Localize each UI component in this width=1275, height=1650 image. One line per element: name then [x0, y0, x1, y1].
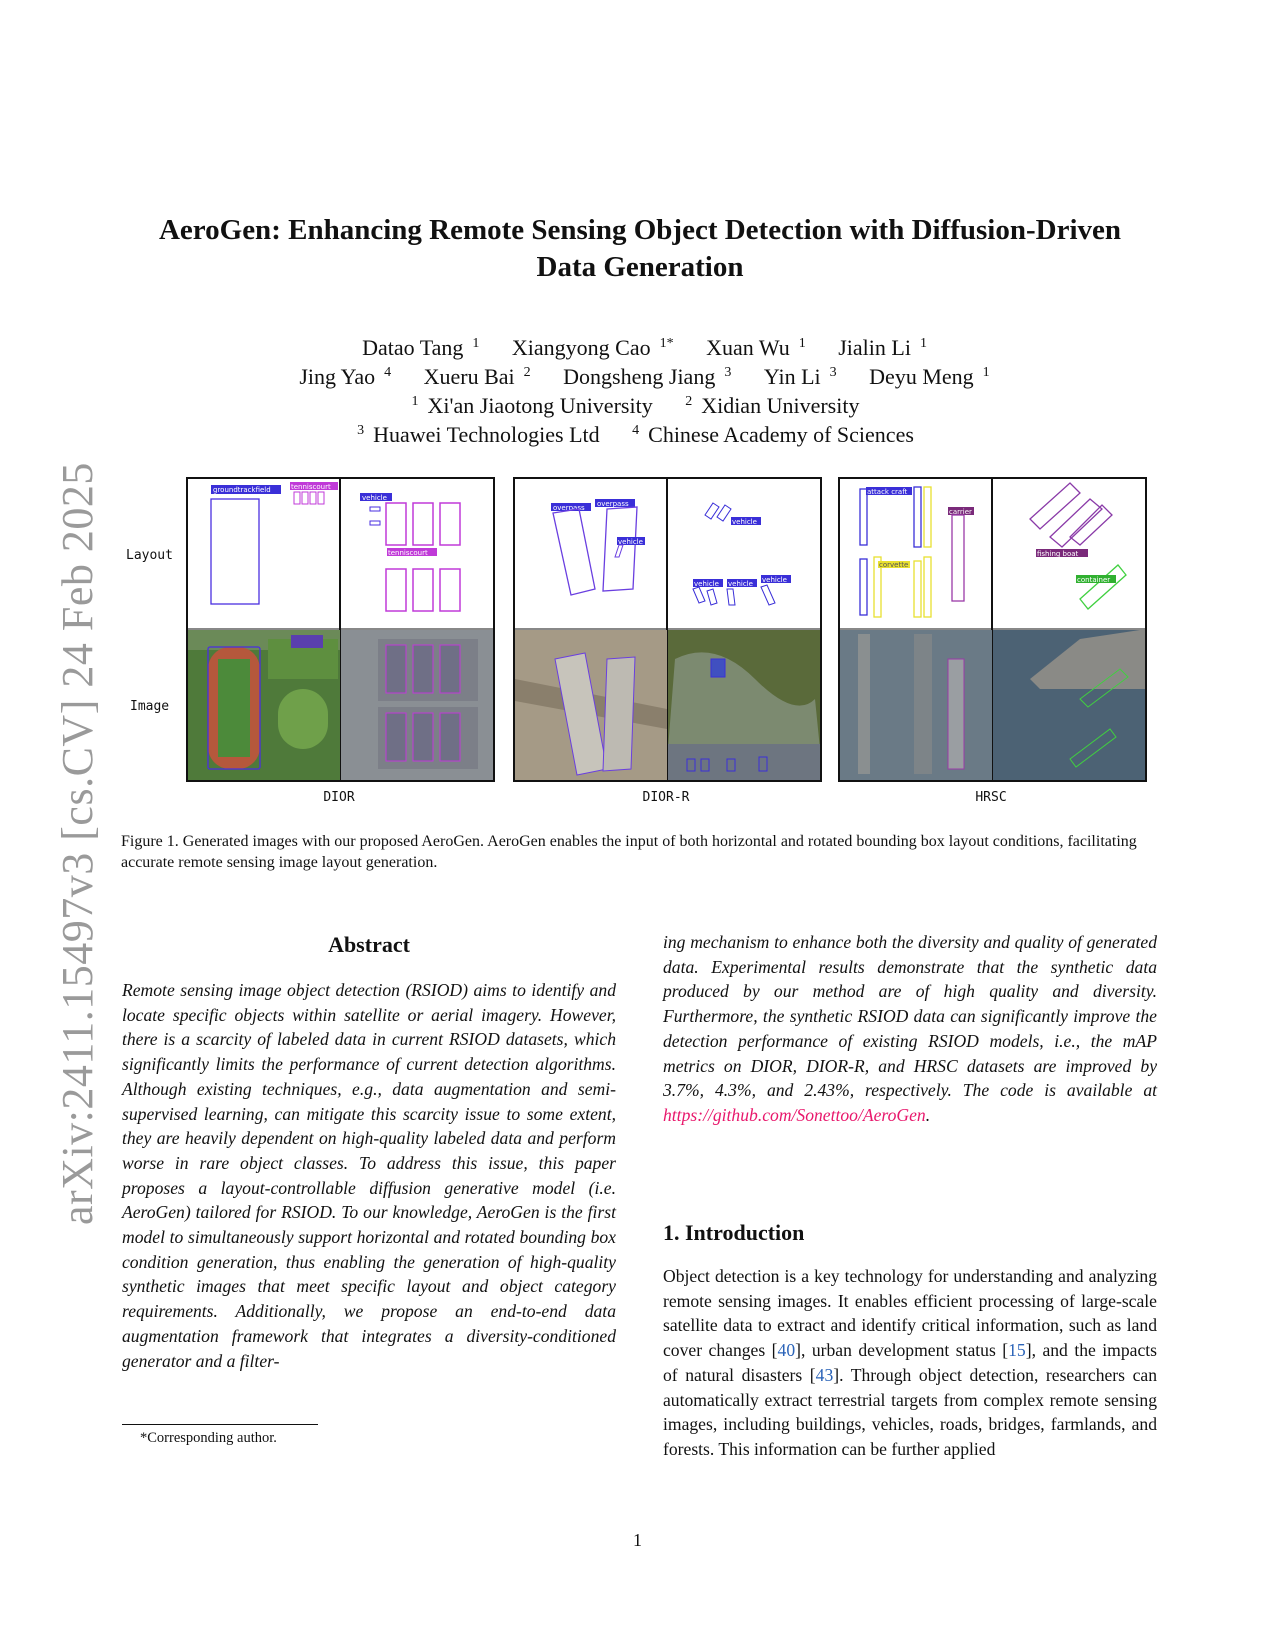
dior-r-panel-graphic [515, 479, 820, 780]
abstract-heading: Abstract [328, 932, 410, 957]
figure-caption: Figure 1. Generated images with our proposed AeroGen. AeroGen enables the input of both horizontal and rotated bounding box layout conditions, facilitating accurate remote sensing image layout generation. [121, 833, 1137, 871]
author-line-2 [120, 362, 1160, 391]
affiliation: $^1$ Xi'an Jiaotong University [411, 393, 653, 418]
box-label: vehicle [694, 580, 719, 588]
box-label: vehicle [732, 518, 757, 526]
dataset-label-dior: DIOR [323, 790, 355, 805]
author-block [120, 333, 1160, 449]
dior-panel-graphic [188, 479, 493, 780]
hrsc-panel-graphic [840, 479, 1145, 780]
paper-title [120, 212, 1160, 286]
row-label-layout: Layout [126, 548, 173, 563]
figure-panel-dior-r [513, 477, 822, 782]
box-label: overpass [597, 500, 629, 508]
figure-panel-hrsc [838, 477, 1147, 782]
author: Yin Li $^3$ [763, 364, 837, 389]
affiliation: $^4$ Chinese Academy of Sciences [632, 422, 914, 447]
box-label: attack craft [867, 488, 908, 496]
intro-heading: 1. Introduction [663, 1220, 805, 1245]
figure-panel-dior [186, 477, 495, 782]
citation-link[interactable]: 15 [1008, 1340, 1026, 1361]
citation-link[interactable]: 40 [777, 1340, 796, 1361]
box-label: container [1077, 576, 1111, 584]
author: Xuan Wu $^1$ [706, 335, 806, 360]
footnote-divider [122, 1424, 318, 1425]
affiliation: $^2$ Xidian University [685, 393, 860, 418]
dataset-label-dior-r: DIOR-R [642, 790, 690, 805]
box-label: tenniscourt [388, 549, 428, 557]
abstract-text-left: Remote sensing image object detection (RSIOD) aims to identify and locate specific objects within satellite or aerial imagery. However, there is a scarcity of labeled data in current RSIOD datasets, which significantly limits the performance of current detection algorithms. Although existing techniques, e.g., data augmentation and semi-supervised learning, can mitigate this scarcity issue to some extent, they are heavily dependent on high-quality labeled data and perform worse in rare object classes. To address this issue, this paper proposes a layout-controllable diffusion generative model (i.e. AeroGen) tailored for RSIOD. To our knowledge, AeroGen is the first model to simultaneously support horizontal and rotated bounding box condition generation, thus enabling the generation of high-quality synthetic images that meet specific layout and object category requirements. Additionally, we propose an end-to-end data augmentation framework that integrates a diversity-conditioned generator and a filter- [122, 980, 616, 1371]
code-link[interactable]: https://github.com/Sonettoo/AeroGen [663, 1104, 926, 1125]
author-line-1 [120, 333, 1160, 362]
box-label: vehicle [728, 580, 753, 588]
title-line-2: Data Generation [536, 251, 744, 283]
box-label: corvette [879, 561, 909, 569]
author: Xueru Bai $^2$ [423, 364, 531, 389]
abstract-text-right: ing mechanism to enhance both the diversity and quality of generated data. Experimental results demonstrate that the synthetic data produced by our method are of high quality and diversity. Furthermore, the synthetic RSIOD data can significantly improve the detection performance of existing RSIOD models, i.e., the mAP metrics on DIOR, DIOR-R, and HRSC datasets are improved by 3.7%, 4.3%, and 2.43%, respectively. The code is available at https://github.com/Sonettoo/AeroGen. [663, 932, 1157, 1125]
box-label: carrier [949, 508, 972, 516]
box-label: vehicle [762, 576, 787, 584]
box-label: vehicle [618, 538, 643, 546]
row-label-image: Image [130, 699, 170, 714]
page-number: 1 [633, 1530, 642, 1550]
title-line-1: AeroGen: Enhancing Remote Sensing Object Detection with Diffusion-Driven [158, 214, 1122, 246]
affiliation: $^3$ Huawei Technologies Ltd [357, 422, 600, 447]
box-label: fishing boat [1037, 550, 1079, 558]
intro-text: Object detection is a key technology for understanding and analyzing remote sensing images. It enables efficient processing of large-scale satellite data to extract and identify critical information, such as land cover changes [40], urban development status [15], and the impacts of natural disasters [43]. Through object detection, researchers can automatically extract terrestrial targets from complex remote sensing images, including buildings, vehicles, roads, bridges, farmlands, and forests. This information can be further applied [663, 1266, 1157, 1459]
dataset-label-hrsc: HRSC [975, 790, 1007, 805]
box-label: vehicle [362, 494, 387, 502]
author: Xiangyong Cao $^{1*}$ [511, 335, 674, 360]
author: Jing Yao $^4$ [299, 364, 392, 389]
box-label: tenniscourt [291, 483, 331, 491]
affiliation-line-2 [120, 420, 1160, 449]
arxiv-identifier: arXiv:2411.15497v3 [cs.CV] 24 Feb 2025 [53, 462, 102, 1225]
footnote: *Corresponding author. [140, 1430, 277, 1446]
box-label: groundtrackfield [213, 486, 271, 494]
author: Dongsheng Jiang $^3$ [563, 364, 732, 389]
affiliation-line-1 [120, 391, 1160, 420]
citation-link[interactable]: 43 [815, 1364, 834, 1385]
author: Jialin Li $^1$ [838, 335, 927, 360]
author: Datao Tang $^1$ [362, 335, 480, 360]
box-label: overpass [553, 504, 585, 512]
author: Deyu Meng $^1$ [869, 364, 990, 389]
